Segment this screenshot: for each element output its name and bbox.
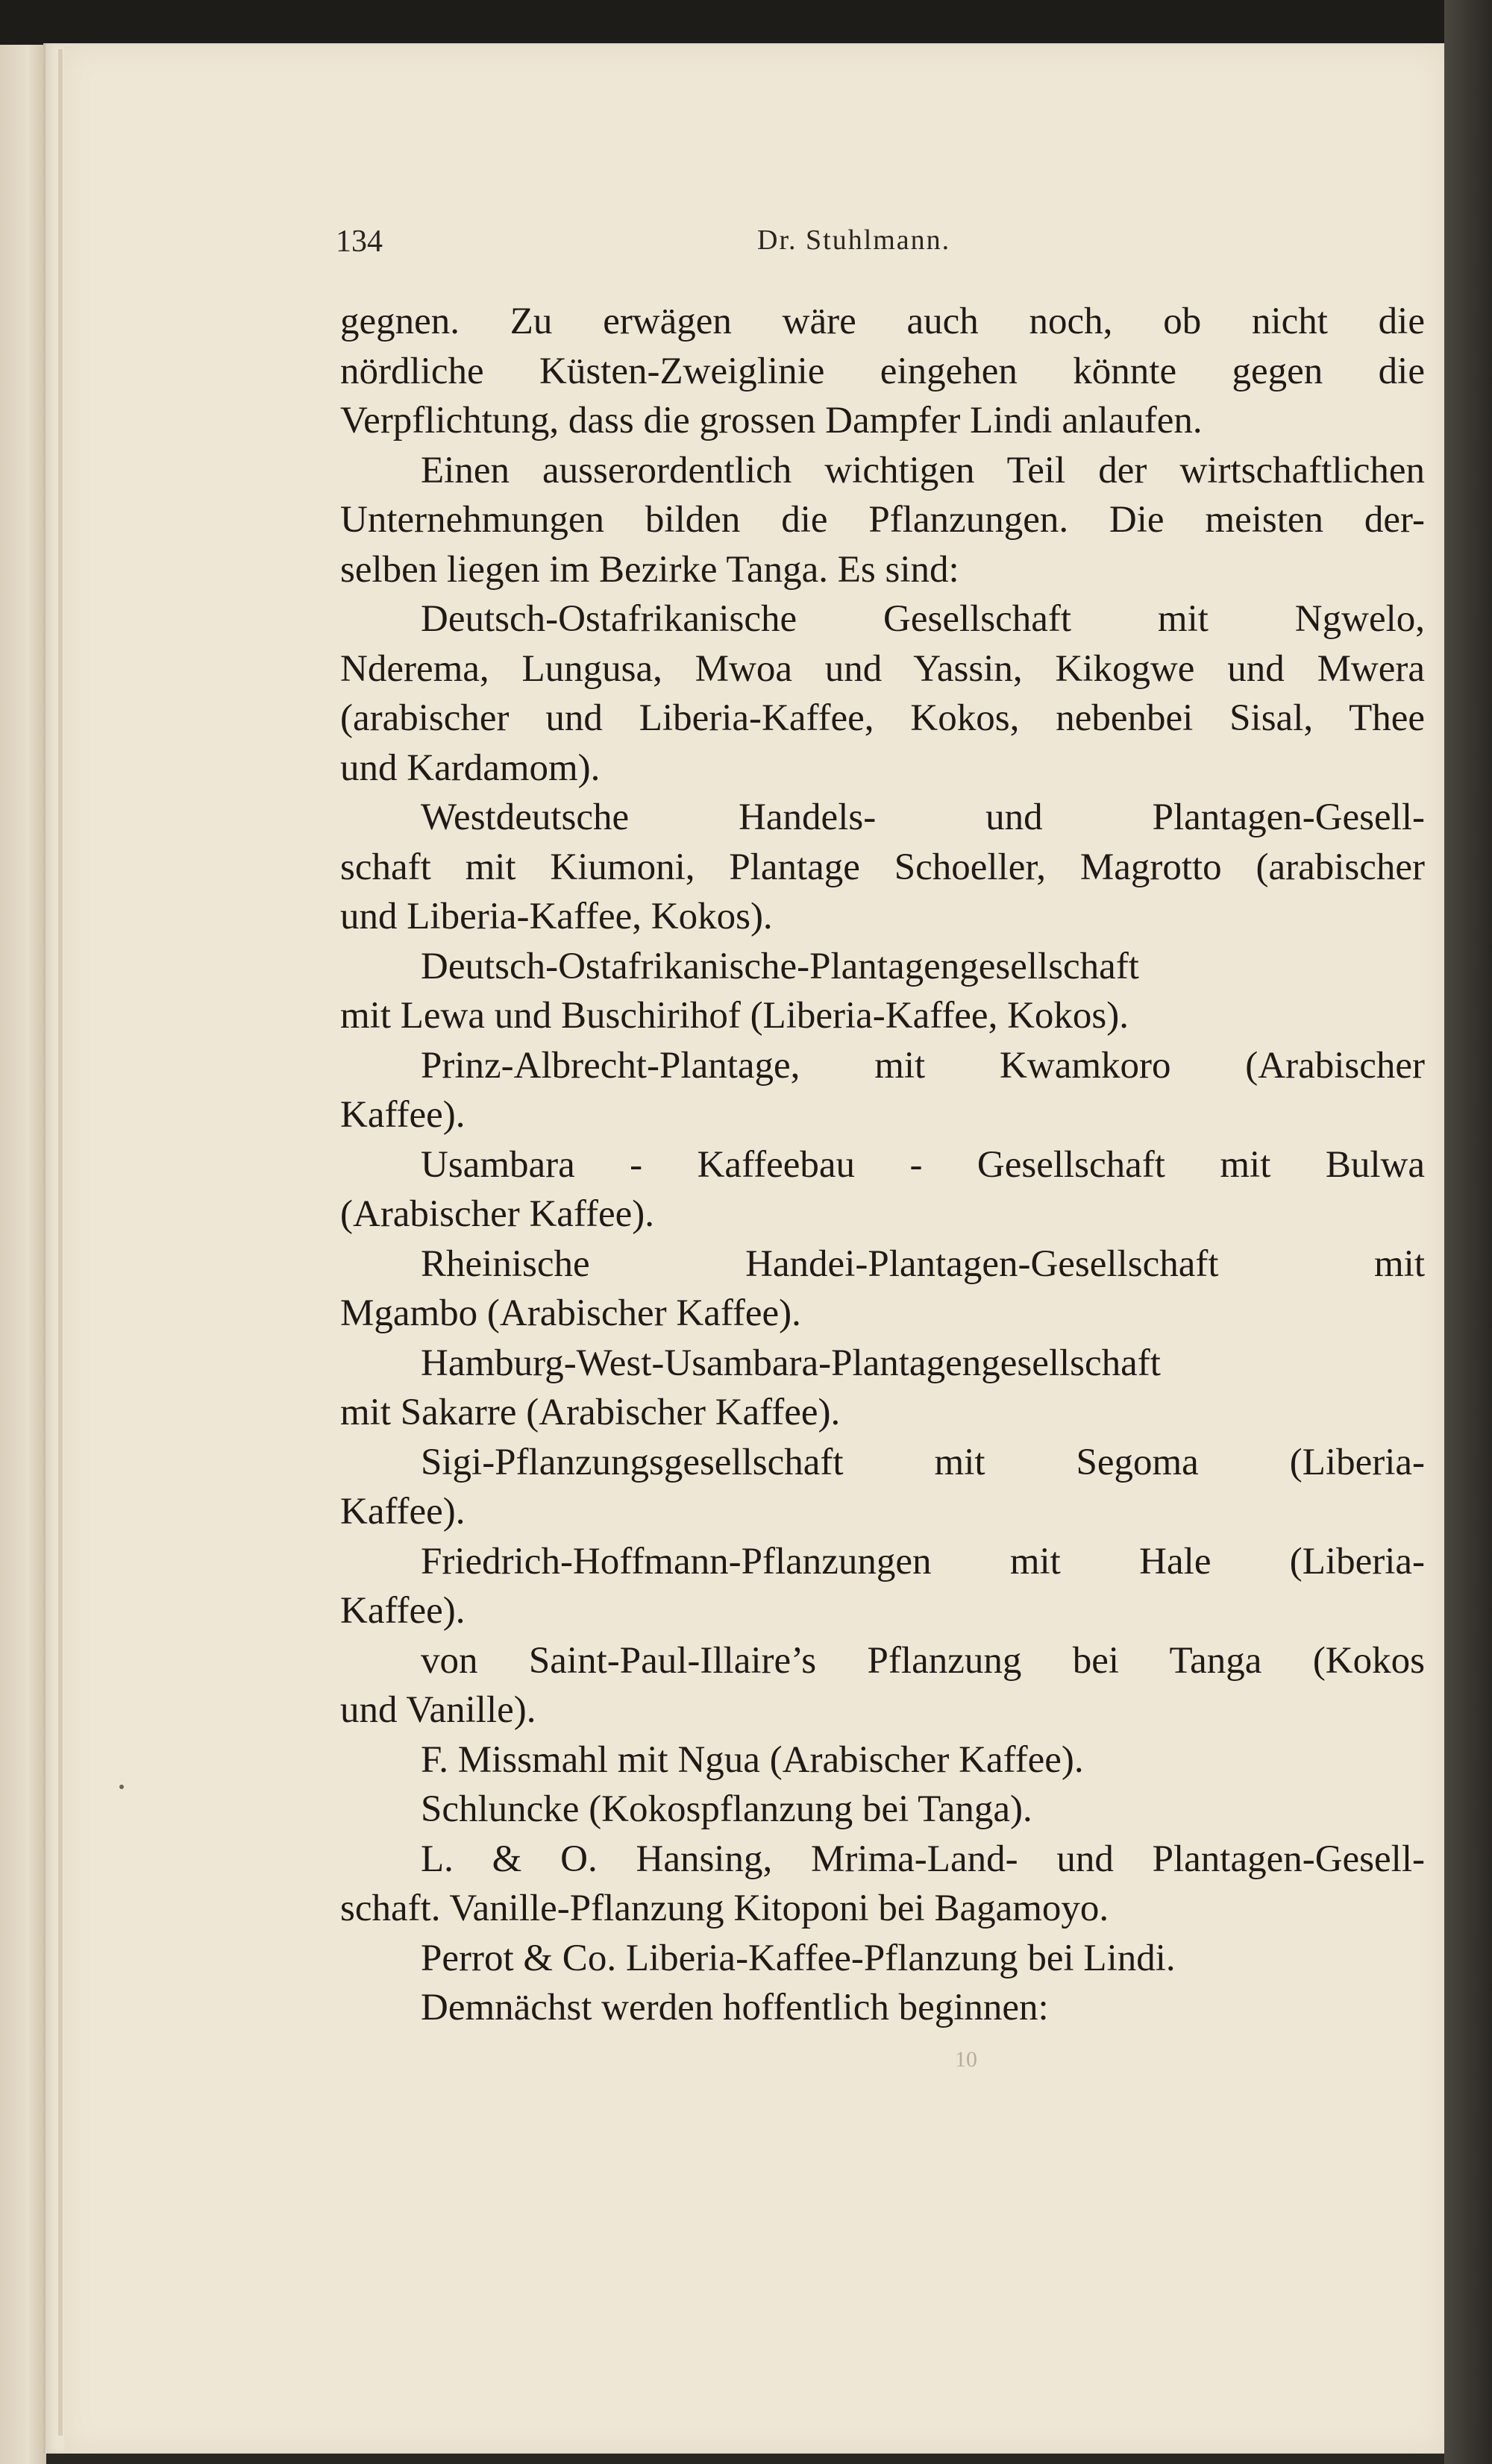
- paragraph: [340, 1041, 1425, 1140]
- text-line: Kaffee).: [340, 1491, 466, 1533]
- text-line: gegnen. Zu erwägen wäre auch noch, ob nicht die: [340, 301, 1425, 342]
- text-line: schaft. Vanille-Pflanzung Kitoponi bei Bagamoyo.: [340, 1888, 1109, 1929]
- text-line: und Liberia-Kaffee, Kokos).: [340, 896, 773, 937]
- paragraph: [340, 1835, 1425, 1934]
- paragraph: [340, 1339, 1425, 1438]
- text-line: mit Lewa und Buschirihof (Liberia-Kaffee, Kokos).: [340, 995, 1129, 1037]
- paragraph: [340, 1140, 1425, 1239]
- paragraph: [340, 446, 1425, 595]
- text-line: Deutsch-Ostafrikanische Gesellschaft mit Ngwelo,: [421, 598, 1425, 640]
- text-line: selben liegen im Bezirke Tanga. Es sind:: [340, 548, 959, 591]
- text-line: Unternehmungen bilden die Pflanzungen. Die meisten der-: [340, 499, 1425, 541]
- paragraph: [340, 1438, 1425, 1537]
- text-line: Hamburg-West-Usambara-Plantagengesellschaft: [421, 1342, 1161, 1384]
- text-line: Kaffee).: [340, 1590, 466, 1632]
- text-line: mit Sakarre (Arabischer Kaffee).: [340, 1392, 841, 1433]
- running-title: Dr. Stuhlmann.: [757, 224, 951, 256]
- text-line: Schluncke (Kokospflanzung bei Tanga).: [421, 1788, 1032, 1830]
- text-line: und Kardamom).: [340, 747, 601, 789]
- bleed-through-mark: 10: [955, 2047, 977, 2072]
- paragraph: [340, 942, 1425, 1041]
- text-line: Verpflichtung, dass die grossen Dampfer Lindi anlaufen.: [340, 400, 1203, 441]
- paragraph: [340, 594, 1425, 793]
- text-line: Friedrich-Hoffmann-Pflanzungen mit Hale (Liberia-: [421, 1540, 1425, 1583]
- paragraph: [340, 1636, 1425, 1735]
- paragraph: [340, 1785, 1425, 1835]
- page-body: [340, 297, 1425, 2033]
- scan-background: [0, 0, 1492, 45]
- text-line: Mgambo (Arabischer Kaffee).: [340, 1292, 801, 1334]
- text-line: Westdeutsche Handels- und Plantagen-Gesell-: [421, 796, 1425, 838]
- text-line: Sigi-Pflanzungsgesellschaft mit Segoma (Liberia-: [421, 1441, 1425, 1483]
- paragraph: [340, 793, 1425, 942]
- paragraph: [340, 1934, 1425, 1984]
- paragraph: [340, 1537, 1425, 1636]
- paragraph: [340, 297, 1425, 446]
- text-line: Demnächst werden hoffentlich beginnen:: [421, 1987, 1049, 2028]
- text-line: L. & O. Hansing, Mrima-Land- und Plantagen-Gesell-: [421, 1838, 1425, 1880]
- paragraph: [340, 1735, 1425, 1785]
- right-edge-shadow: [1444, 0, 1492, 2464]
- book-spine-edge: [0, 0, 46, 2464]
- page-number: 134: [336, 224, 383, 259]
- paragraph: [340, 1239, 1425, 1339]
- text-line: F. Missmahl mit Ngua (Arabischer Kaffee).: [421, 1738, 1084, 1781]
- text-line: (arabischer und Liberia-Kaffee, Kokos, nebenbei Sisal, Thee: [340, 697, 1425, 739]
- page-leaf-edge: [58, 49, 63, 2436]
- text-line: Deutsch-Ostafrikanische-Plantagengesellschaft: [421, 945, 1139, 987]
- text-line: Usambara - Kaffeebau - Gesellschaft mit Bulwa: [421, 1143, 1425, 1186]
- text-line: Nderema, Lungusa, Mwoa und Yassin, Kikogwe und Mwera: [340, 647, 1425, 690]
- text-line: Kaffee).: [340, 1094, 466, 1136]
- text-line: von Saint-Paul-Illaire’s Pflanzung bei Tanga (Kokos: [421, 1639, 1425, 1682]
- text-line: Perrot & Co. Liberia-Kaffee-Pflanzung bei Lindi.: [421, 1937, 1176, 1979]
- text-line: schaft mit Kiumoni, Plantage Schoeller, Magrotto (arabischer: [340, 846, 1425, 888]
- text-line: Einen ausserordentlich wichtigen Teil der wirtschaftlichen: [421, 449, 1425, 491]
- paragraph: [340, 1983, 1425, 2033]
- text-line: nördliche Küsten-Zweiglinie eingehen könnte gegen die: [340, 350, 1425, 392]
- text-line: und Vanille).: [340, 1689, 536, 1731]
- ink-speck: [119, 1785, 124, 1789]
- text-line: Prinz-Albrecht-Plantage, mit Kwamkoro (Arabischer: [421, 1044, 1425, 1087]
- text-line: (Arabischer Kaffee).: [340, 1193, 654, 1235]
- page-header: [336, 224, 1417, 268]
- text-line: Rheinische Handei-Plantagen-Gesellschaft mit: [421, 1242, 1425, 1285]
